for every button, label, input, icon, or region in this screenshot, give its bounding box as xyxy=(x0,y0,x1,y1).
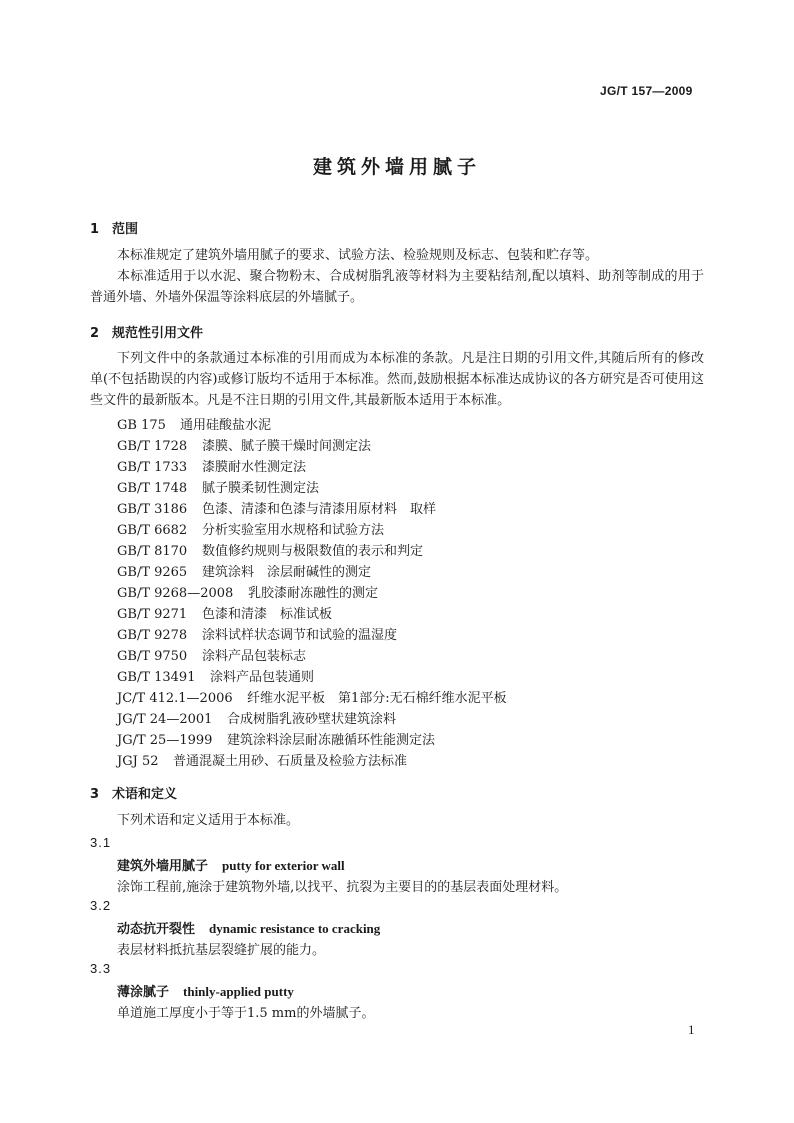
section-2-heading xyxy=(90,322,203,341)
term-number: 3.2 xyxy=(90,898,112,913)
term-definition: 涂饰工程前,施涂于建筑物外墙,以找平、抗裂为主要目的的基层表面处理材料。 xyxy=(117,880,568,895)
section-1-body xyxy=(90,245,704,308)
reference-item xyxy=(117,603,332,622)
reference-name: 纤维水泥平板 第1部分:无石棉纤维水泥平板 xyxy=(247,691,507,706)
reference-item xyxy=(117,750,407,769)
section-2-intro xyxy=(90,348,704,411)
reference-name: 合成树脂乳液砂壁状建筑涂料 xyxy=(227,712,397,727)
term-chinese: 动态抗开裂性 xyxy=(117,922,196,937)
term-definition: 单道施工厚度小于等于1.5 mm的外墙腻子。 xyxy=(117,1006,375,1021)
section-3-heading xyxy=(90,783,177,802)
reference-name: 色漆、清漆和色漆与清漆用原材料 取样 xyxy=(202,502,437,517)
term-number: 3.3 xyxy=(90,961,112,976)
reference-item xyxy=(117,477,319,496)
term-english: thinly-applied putty xyxy=(183,984,294,999)
reference-item xyxy=(117,456,306,475)
reference-code: JGJ 52 xyxy=(117,754,159,769)
reference-name: 涂料产品包装通则 xyxy=(210,670,315,685)
reference-code: GB/T 9278 xyxy=(117,628,188,643)
term-chinese: 建筑外墙用腻子 xyxy=(117,859,209,874)
term-chinese: 薄涂腻子 xyxy=(117,985,170,1000)
term-english: dynamic resistance to cracking xyxy=(209,921,381,936)
paragraph: 本标准适用于以水泥、聚合物粉末、合成树脂乳液等材料为主要粘结剂,配以填料、助剂等制成的用于普通外墙、外墙外保温等涂料底层的外墙腻子。 xyxy=(90,269,704,305)
term-definition: 表层材料抵抗基层裂缝扩展的能力。 xyxy=(117,943,326,958)
reference-code: GB/T 9271 xyxy=(117,607,188,622)
reference-code: GB/T 9750 xyxy=(117,649,188,664)
section-3-intro xyxy=(90,810,704,831)
reference-name: 漆膜耐水性测定法 xyxy=(202,460,307,475)
reference-code: GB/T 6682 xyxy=(117,523,188,538)
paragraph: 下列术语和定义适用于本标准。 xyxy=(117,813,300,828)
reference-item xyxy=(117,666,314,685)
reference-item xyxy=(117,498,436,517)
reference-name: 建筑涂料涂层耐冻融循环性能测定法 xyxy=(227,733,436,748)
reference-name: 普通混凝土用砂、石质量及检验方法标准 xyxy=(173,754,408,769)
term-english: putty for exterior wall xyxy=(222,858,345,873)
reference-name: 漆膜、腻子膜干燥时间测定法 xyxy=(202,439,372,454)
reference-item xyxy=(117,561,371,580)
section-title: 术语和定义 xyxy=(112,787,178,802)
reference-name: 数值修约规则与极限数值的表示和判定 xyxy=(202,544,424,559)
reference-item xyxy=(117,519,384,538)
reference-code: GB/T 9265 xyxy=(117,565,188,580)
section-number: 1 xyxy=(90,222,100,237)
reference-code: JG/T 25—1999 xyxy=(117,733,213,748)
term-entry xyxy=(117,918,380,937)
reference-code: GB 175 xyxy=(117,418,166,433)
term-entry xyxy=(117,981,294,1000)
reference-code: GB/T 9268—2008 xyxy=(117,586,234,601)
reference-code: GB/T 1748 xyxy=(117,481,188,496)
reference-item xyxy=(117,540,423,559)
page-number: 1 xyxy=(688,1022,695,1037)
section-number: 2 xyxy=(90,326,100,341)
section-1-heading xyxy=(90,218,138,237)
reference-name: 涂料试样状态调节和试验的温湿度 xyxy=(202,628,398,643)
paragraph: 下列文件中的条款通过本标准的引用而成为本标准的条款。凡是注日期的引用文件,其随后所有的修改单(不包括勘误的内容)或修订版均不适用于本标准。然而,鼓励根据本标准达成协议的各方研究是否可使用这些文件的最新版本。凡是不注日期的引用文件,其最新版本适用于本标准。 xyxy=(90,351,704,408)
reference-code: GB/T 1733 xyxy=(117,460,188,475)
reference-name: 建筑涂料 涂层耐碱性的测定 xyxy=(202,565,372,580)
reference-code: JC/T 412.1—2006 xyxy=(117,691,233,706)
reference-name: 涂料产品包装标志 xyxy=(202,649,307,664)
standard-code: JG/T 157—2009 xyxy=(600,84,693,98)
reference-name: 通用硅酸盐水泥 xyxy=(180,418,272,433)
reference-name: 分析实验室用水规格和试验方法 xyxy=(202,523,385,538)
reference-name: 乳胶漆耐冻融性的测定 xyxy=(248,586,379,601)
reference-code: GB/T 1728 xyxy=(117,439,188,454)
section-title: 规范性引用文件 xyxy=(112,326,204,341)
reference-name: 腻子膜柔韧性测定法 xyxy=(202,481,320,496)
document-title: 建筑外墙用腻子 xyxy=(312,156,481,178)
term-entry xyxy=(117,855,345,874)
reference-item xyxy=(117,708,396,727)
reference-code: GB/T 3186 xyxy=(117,502,188,517)
term-number: 3.1 xyxy=(90,835,112,850)
reference-item xyxy=(117,729,435,748)
reference-item xyxy=(117,645,306,664)
reference-name: 色漆和清漆 标准试板 xyxy=(202,607,333,622)
section-number: 3 xyxy=(90,787,100,802)
reference-item xyxy=(117,414,271,433)
reference-code: JG/T 24—2001 xyxy=(117,712,213,727)
reference-item xyxy=(117,687,507,706)
paragraph: 本标准规定了建筑外墙用腻子的要求、试验方法、检验规则及标志、包装和贮存等。 xyxy=(117,248,599,263)
reference-code: GB/T 8170 xyxy=(117,544,188,559)
reference-item xyxy=(117,435,371,454)
reference-item xyxy=(117,624,397,643)
reference-item xyxy=(117,582,378,601)
section-title: 范围 xyxy=(112,222,139,237)
reference-code: GB/T 13491 xyxy=(117,670,196,685)
